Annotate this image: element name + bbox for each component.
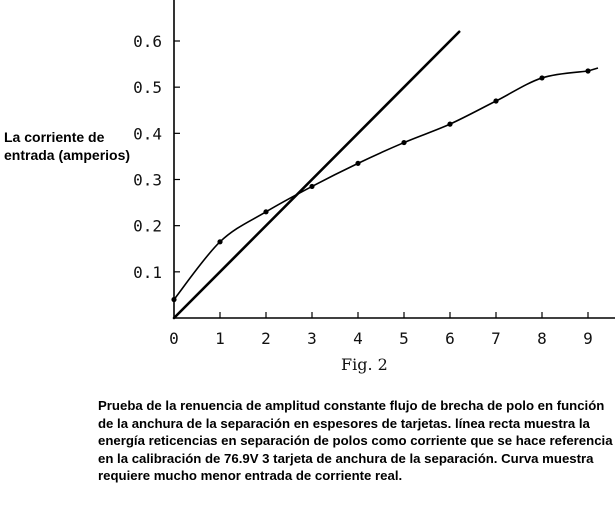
x-tick-label: 6 — [445, 329, 455, 348]
data-point — [447, 122, 452, 127]
y-tick-label: 0.3 — [133, 170, 162, 190]
figure-label: Fig. 2 — [341, 355, 388, 374]
chart-series — [171, 32, 598, 318]
x-tick-label: 1 — [215, 329, 225, 348]
x-tick-label: 2 — [261, 329, 271, 348]
data-point — [585, 68, 590, 73]
x-tick-label: 0 — [169, 329, 179, 348]
figure-caption: Prueba de la renuencia de amplitud constante flujo de brecha de polo en función de la anchura de la separación en espesores de tarjetas. línea recta muestra la energía reticencias en separación de polos como corriente que se hace referencia en la calibración de 76.9V 3 tarjeta de anchura de la separación. Curva muestra requiere mucho menor entrada de corriente real. — [98, 398, 613, 483]
x-tick-label: 9 — [583, 329, 593, 348]
data-point — [171, 297, 176, 302]
x-tick-label: 4 — [353, 329, 363, 348]
y-tick-label: 0.6 — [133, 32, 162, 51]
data-point — [493, 98, 498, 103]
data-point — [217, 239, 222, 244]
data-point — [539, 75, 544, 80]
x-tick-label: 5 — [399, 329, 409, 348]
data-point — [309, 184, 314, 189]
y-tick-label: 0.2 — [133, 216, 162, 236]
data-point — [355, 161, 360, 166]
data-point — [263, 209, 268, 214]
x-tick-label: 3 — [307, 329, 317, 348]
y-tick-label: 0.4 — [133, 124, 162, 144]
y-axis-label: La corriente de entrada (amperios) — [4, 129, 131, 163]
data-point — [401, 140, 406, 145]
x-tick-label: 8 — [537, 329, 547, 348]
chart-ticks — [133, 32, 593, 348]
y-tick-label: 0.5 — [133, 78, 162, 98]
y-tick-label: 0.1 — [133, 262, 162, 282]
x-tick-label: 7 — [491, 329, 501, 348]
series-curve — [174, 68, 598, 300]
series-line-straight — [174, 32, 459, 318]
chart-axes — [174, 0, 615, 318]
